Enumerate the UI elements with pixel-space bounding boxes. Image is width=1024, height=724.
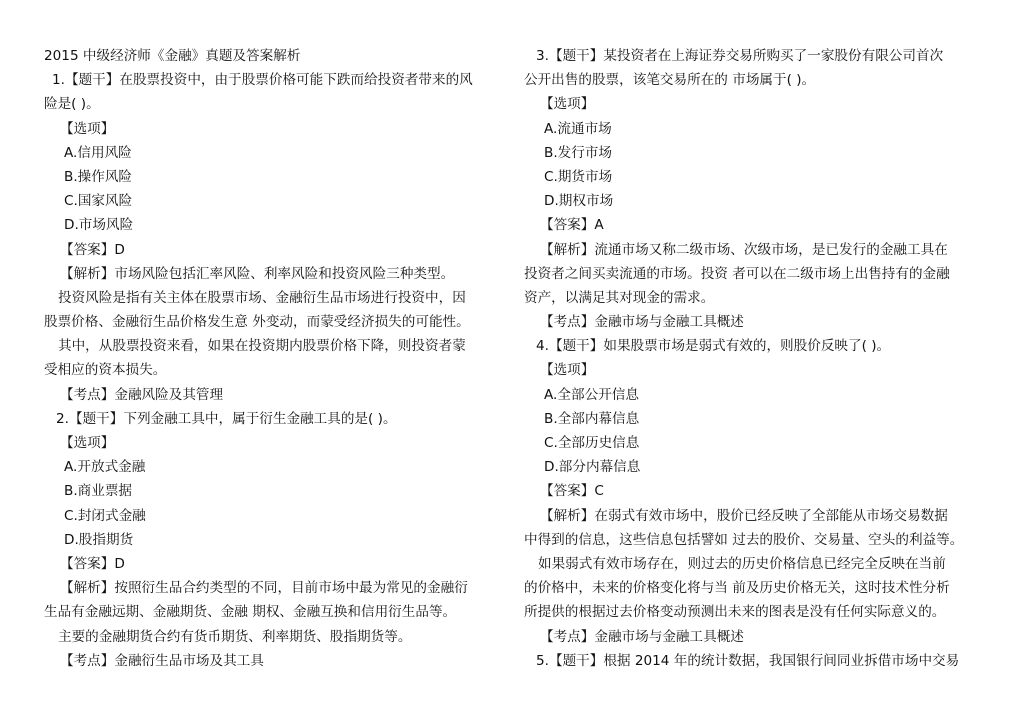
text-line: B.商业票据 [64,483,133,500]
text-line: 【选项】 [540,96,595,113]
text-line: C.国家风险 [64,193,133,210]
text-line: 【选项】 [60,435,115,451]
text-line: 如果弱式有效市场存在，则过去的历史价格信息已经完全反映在当前 [538,555,946,572]
text-line: 生品有金融远期、金融期货、金融 期权、金融互换和信用衍生品等。 [44,604,457,621]
text-line: C.全部历史信息 [544,435,640,451]
text-line: 【选项】 [540,362,595,379]
text-line: C.封闭式金融 [64,507,146,524]
text-line: B.发行市场 [544,144,613,161]
text-line: 投资风险是指有关主体在股票市场、金融衍生品市场进行投资中，因 [58,289,466,306]
text-line: 【考点】金融衍生品市场及其工具 [60,652,264,669]
text-line: 2015 中级经济师《金融》真题及答案解析 [44,48,301,64]
text-line: 【答案】D [60,241,125,258]
text-line: 主要的金融期货合约有货币期货、利率期货、股指期货等。 [58,628,412,645]
text-line: B.全部内幕信息 [544,410,640,427]
text-line: A.信用风险 [64,144,132,161]
text-line: A.全部公开信息 [544,386,639,403]
text-line: 中得到的信息，这些信息包括譬如 过去的股价、交易量、空头的利益等。 [524,531,964,548]
text-line: 5.【题干】根据 2014 年的统计数据，我国银行间同业拆借市场中交易 [536,652,960,669]
text-line: D.期权市场 [544,193,614,210]
text-line: 资产，以满足其对现金的需求。 [524,289,715,306]
text-line: 【解析】流通市场又称二级市场、次级市场，是已发行的金融工具在 [540,241,948,258]
text-line: C.期货市场 [544,168,613,185]
text-line: 【选项】 [60,120,115,137]
text-line: 3.【题干】某投资者在上海证券交易所购买了一家股份有限公司首次 [536,48,944,64]
text-line: 公开出售的股票，该笔交易所在的 市场属于( )。 [524,72,816,89]
text-line: 所提供的根据过去价格变动预测出未来的图表是没有任何实际意义的。 [524,604,946,621]
text-line: D.市场风险 [64,217,134,234]
text-line: 其中，从股票投资来看，如果在投资期内股票价格下降，则投资者蒙 [58,338,466,355]
left-column [44,44,506,673]
text-line: 【解析】在弱式有效市场中，股价已经反映了全部能从市场交易数据 [540,507,948,524]
text-line: 【考点】金融市场与金融工具概述 [540,628,744,645]
right-column [524,44,980,673]
text-line: 受相应的资本损失。 [44,362,167,379]
text-line: 2.【题干】下列金融工具中，属于衍生金融工具的是( )。 [56,410,397,427]
text-line: 1.【题干】在股票投资中，由于股票价格可能下跌而给投资者带来的风 [52,72,473,89]
text-line: 4.【题干】如果股票市场是弱式有效的，则股价反映了( )。 [536,338,891,355]
text-line: 【解析】市场风险包括汇率风险、利率风险和投资风险三种类型。 [60,265,455,282]
text-line: 股票价格、金融衍生品价格发生意 外变动，而蒙受经济损失的可能性。 [44,314,470,331]
text-line: D.部分内幕信息 [544,459,641,476]
text-line: 【考点】金融风险及其管理 [60,386,224,403]
text-line: 【解析】按照衍生品合约类型的不同，目前市场中最为常见的金融衍 [60,580,468,597]
text-line: 【答案】C [540,483,604,500]
text-line: A.流通市场 [544,120,612,137]
text-line: 【答案】D [60,555,125,572]
text-line: 投资者之间买卖流通的市场。投资 者可以在二级市场上出售持有的金融 [524,265,950,282]
text-line: 【答案】A [540,217,604,234]
text-line: 的价格中，未来的价格变化将与当 前及历史价格无关，这时技术性分析 [524,580,950,597]
text-line: 险是( )。 [44,96,100,113]
text-line: 【考点】金融市场与金融工具概述 [540,314,744,331]
text-line: D.股指期货 [64,531,134,548]
text-line: B.操作风险 [64,168,133,185]
text-line: A.开放式金融 [64,459,146,476]
